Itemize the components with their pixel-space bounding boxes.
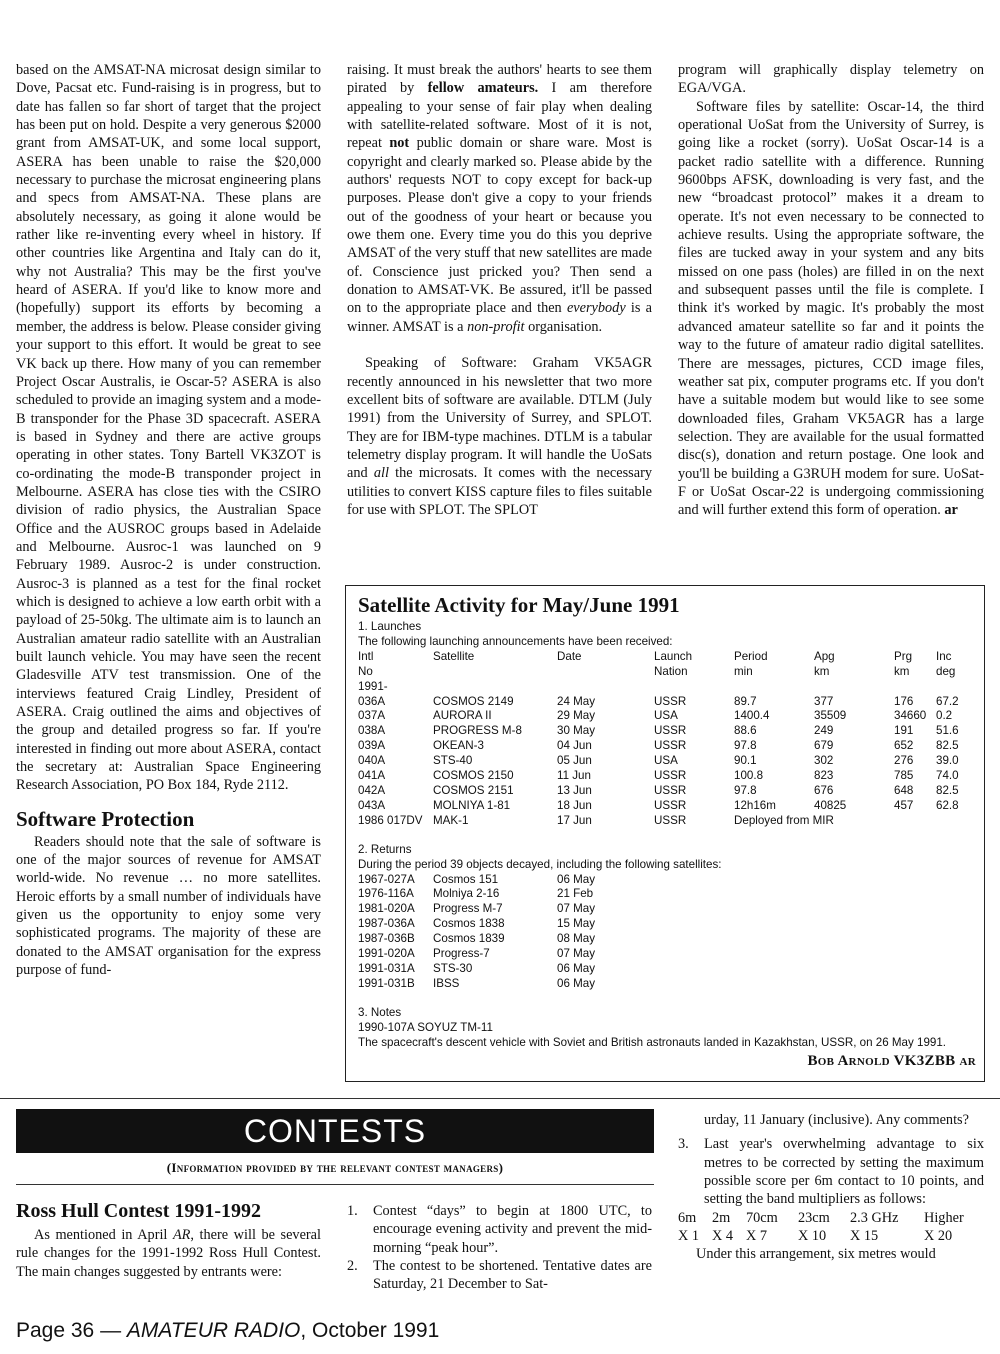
table-header-cell	[814, 650, 894, 680]
band-multiplier: X 15	[850, 1228, 879, 1245]
text-run: , there will be several rule changes for the 1991-1992 Ross Hull Contest. The main changes suggested by entrants were:	[16, 1227, 321, 1280]
emphasis-everybody: everybody	[566, 300, 626, 317]
table-cell: 652	[894, 739, 914, 753]
header-line-1: Prg	[894, 649, 913, 663]
table-cell: COSMOS 2150	[433, 769, 514, 783]
header-line-2: deg	[936, 664, 956, 678]
table-cell: 1981-020A	[358, 902, 415, 916]
table-cell: 34660	[894, 709, 927, 723]
table-cell: 07 May	[557, 902, 596, 916]
table-cell: USA	[654, 754, 678, 768]
table-header-cell	[654, 650, 734, 680]
emphasis-fellow-amateurs: fellow amateurs.	[427, 80, 539, 97]
table-cell: 648	[894, 783, 914, 797]
header-line-1: Satellite	[433, 649, 475, 663]
band-name: 2.3 GHz	[850, 1209, 899, 1226]
table-cell: 04 Jun	[557, 739, 592, 753]
section-divider	[0, 1098, 1000, 1099]
table-cell: 1987-036A	[358, 917, 415, 931]
header-line-1: Intl	[358, 649, 374, 663]
table-cell: 377	[814, 694, 834, 708]
table-cell: 18 Jun	[557, 798, 592, 812]
band-multipliers-row	[678, 1227, 984, 1245]
table-cell: STS-30	[433, 961, 473, 975]
header-line-2: min	[734, 664, 753, 678]
emphasis-non-profit: non-profit	[467, 318, 525, 335]
table-cell: 07 May	[557, 947, 596, 961]
text-run: public domain or share ware. Most is copyright and clearly marked so. Please abide by the authors' requests NOT to copy except for back-up purposes. Please don't give a copy to your friends out of the goodness of your heart or because you owe them one. Every time you do this you deprive AMSAT of the very stuff that new satellites are made of. Conscience just pricked you? Then send a donation to AMSAT-VK. Be assured, it'll be passed on to the appropriate place and then	[347, 135, 652, 317]
header-line-1: Period	[734, 649, 768, 663]
article-column-2	[347, 61, 652, 519]
software-protection-paragraph: Readers should note that the sale of software is one of the major sources of revenue for AMSAT world-wide. No revenue … no more satellites. Heroic efforts by a small number of individuals have given us the opportunity to enjoy some very sophisticated programs. The majority of these are donated to the AMSAT organisation for the express purpose of fund-	[16, 833, 321, 979]
table-cell: OKEAN-3	[433, 739, 484, 753]
table-cell: 05 Jun	[557, 754, 592, 768]
table-cell: USSR	[654, 694, 687, 708]
table-cell: 042A	[358, 783, 386, 797]
table-cell: USSR	[654, 724, 687, 738]
table-header-cell	[936, 650, 976, 680]
table-cell: 62.8	[936, 798, 959, 812]
table-cell: Cosmos 1838	[433, 917, 505, 931]
table-header-cell	[734, 650, 814, 680]
emphasis-all: all	[373, 465, 389, 482]
header-line-1: Date	[557, 649, 582, 663]
table-cell: USA	[654, 709, 678, 723]
table-cell: 1991-020A	[358, 947, 415, 961]
issue-date: , October 1991	[300, 1319, 440, 1342]
notes-section-label: 3. Notes	[358, 1005, 402, 1019]
table-cell: 676	[814, 783, 834, 797]
text-run: Software files by satellite: Oscar-14, the third operational UoSat from the University of Surrey, is going like a rocket (sorry). UoSat Oscar-14 is a packet radio satellite with a difference. Running 9600bps AFSK, downloading is very fast, and the new “broadcast protocol” makes it a dream to operate. It's not even necessary to be connected to achieve results. Using the appropriate software, the files are tucked away in your system and any bits missed on one pass (holes) are filled in on the next and subsequent passes until the file is complete. I think it's worked by magic. It's probably the most advanced amateur satellite so far and it points the way to the future of amateur radio digital satellites. There are messages, pictures, CCD image files, weather sat pix, computer programs etc. If you don't have a suitable modem but would like to see some downloaded files, Graham VK5AGR has a large selection. They are available for the usual formatted disc(s), donation and return postage. One look and you'll be building a G3RUH modem for sure. UoSat-F or UoSat Oscar-22 is undergoing commissioning and will further extend this form of operation.	[678, 98, 984, 519]
band-name: 70cm	[746, 1209, 778, 1226]
page-footer	[16, 1318, 439, 1344]
table-cell: 11 Jun	[557, 769, 591, 783]
table-cell: USSR	[654, 798, 687, 812]
piracy-paragraph	[347, 61, 652, 336]
returns-table	[358, 873, 976, 992]
table-cell: USSR	[654, 783, 687, 797]
table-cell: 21 Feb	[557, 887, 594, 901]
table-cell: 13 Jun	[557, 783, 592, 797]
table-cell: 249	[814, 724, 834, 738]
table-cell: 0.2	[936, 709, 953, 723]
table-cell: 97.8	[734, 739, 757, 753]
table-cell: Deployed from MIR	[734, 813, 834, 827]
contest-column-2	[347, 1202, 652, 1294]
end-mark: ar	[944, 502, 958, 519]
table-cell: 06 May	[557, 976, 596, 990]
article-column-3	[678, 61, 984, 520]
table-cell: Cosmos 151	[433, 872, 499, 886]
note-descent: The spacecraft's descent vehicle with Soviet and British astronauts landed in Kazakhstan, USSR, on 26 May 1991.	[358, 1035, 947, 1049]
emphasis-not: not	[389, 135, 410, 152]
table-cell: 040A	[358, 754, 386, 768]
ross-hull-heading: Ross Hull Contest 1991-1992	[16, 1200, 262, 1222]
table-cell: Molniya 2-16	[433, 887, 500, 901]
software-protection-heading: Software Protection	[16, 806, 195, 831]
table-cell: 1976-116A	[358, 887, 414, 901]
table-cell: 1991-031B	[358, 976, 415, 990]
table-cell: 67.2	[936, 694, 959, 708]
returns-section-label: 2. Returns	[358, 842, 412, 856]
band-names-row	[678, 1209, 984, 1227]
table-cell: 1987-036B	[358, 932, 415, 946]
table-cell: 191	[894, 724, 914, 738]
table-cell: USSR	[654, 739, 687, 753]
header-line-2: No	[358, 664, 373, 678]
table-header-cell	[894, 650, 936, 680]
table-cell: Progress-7	[433, 947, 490, 961]
band-name: 2m	[712, 1209, 731, 1226]
emphasis-ar: AR	[172, 1227, 191, 1243]
list-text: The contest to be shortened. Tentative dates are Saturday, 21 December to Sat-	[373, 1258, 652, 1293]
table-cell: 036A	[358, 694, 386, 708]
header-line-2: km	[894, 664, 910, 678]
table-cell: 038A	[358, 724, 386, 738]
table-cell: 041A	[358, 769, 386, 783]
list-text: Last year's overwhelming advantage to six metres to be corrected by setting the maximum possible score per 6m contact to 10 points, and setting the band multipliers as follows:	[704, 1136, 984, 1208]
launch-year-label: 1991-	[358, 679, 388, 693]
satellite-activity-title: Satellite Activity for May/June 1991	[358, 593, 680, 617]
table-cell: 88.6	[734, 724, 757, 738]
contest-column-1	[16, 1226, 321, 1281]
contests-banner: CONTESTS	[16, 1109, 654, 1153]
band-multiplier: X 10	[798, 1228, 827, 1245]
table-cell: 039A	[358, 739, 386, 753]
band-multiplier: X 4	[712, 1228, 734, 1245]
rule-change-list	[347, 1202, 652, 1294]
table-cell: 82.5	[936, 783, 959, 797]
table-cell: 06 May	[557, 961, 596, 975]
table-cell: 35509	[814, 709, 847, 723]
table-cell: PROGRESS M-8	[433, 724, 522, 738]
list-number: 2.	[347, 1258, 358, 1275]
text-run: organisation.	[524, 318, 603, 335]
table-cell: 89.7	[734, 694, 757, 708]
table-cell: 74.0	[936, 769, 959, 783]
table-cell: 823	[814, 769, 834, 783]
band-multiplier: X 7	[746, 1228, 768, 1245]
table-cell: 100.8	[734, 769, 764, 783]
launches-intro: The following launching announcements have been received:	[358, 634, 673, 648]
list-item	[347, 1257, 652, 1294]
list-item	[347, 1202, 652, 1257]
contest-column-3	[678, 1111, 984, 1264]
returns-intro: During the period 39 objects decayed, including the following satellites:	[358, 857, 722, 871]
table-cell: 1991-031A	[358, 961, 415, 975]
table-cell: Cosmos 1839	[433, 932, 505, 946]
table-cell: 51.6	[936, 724, 959, 738]
text-run: I am therefore appealing to your sense of fair play when dealing with satellite-related software. Most of it is not, repeat	[347, 80, 652, 152]
table-cell: 679	[814, 739, 834, 753]
launches-table	[358, 695, 976, 814]
splot-paragraph: program will graphically display telemetry on EGA/VGA.	[678, 62, 984, 97]
launch-row-mak1	[358, 814, 976, 829]
author-signature: Bob Arnold VK3ZBB ar	[807, 1053, 976, 1070]
band-multiplier: X 1	[678, 1228, 700, 1245]
table-cell: 12h16m	[734, 798, 776, 812]
table-cell: STS-40	[433, 754, 473, 768]
header-line-2: Nation	[654, 664, 688, 678]
table-cell: 1986 017DV	[358, 813, 423, 827]
note-soyuz: 1990-107A SOYUZ TM-11	[358, 1020, 493, 1034]
asera-paragraph: based on the AMSAT-NA microsat design similar to Dove, Pacsat etc. Fund-raising is in progress, but to date has fallen so far short of target that the project has been put on hold. Despite a very generous $2000 grant from AMSAT-UK, and some local support, ASERA has been unable to raise the $20,000 necessary to purchase the microsat engineering plans and specs from AMSAT-NA. These plans are absolutely necessary, as going it alone would be rather like re-inventing every wheel in history. If other countries like Argentina and Italy can do it, why not Australia? This may be the first you've heard of ASERA. If you'd like to know more and (hopefully) support its efforts by becoming a member, the address is below. Please consider giving your support to this effort. It would be great to see VK back up there. How many of you can remember Project Oscar Australis, ie Oscar-5? ASERA is also scheduled to provide an imaging system and a mode-B transponder for the Phase 3D spacecraft. ASERA is based in Sydney and there are active groups operating in other states. Tony Bartell VK3ZOT is co-ordinating the mode-B transponder project in Melbourne. ASERA has close ties with the CSIRO division of radio physics, the Australian Space Office and the AUSROC groups based in Adelaide and Melbourne. Ausroc-1 was launched on 9 February 1989. Ausroc-2 is under construction. Ausroc-3 is planned as a test for the final rocket which is designed to achieve a low earth orbit with a payload of 25-50kg. The ultimate aim is to launch an Australian amateur radio satellite with an Australian built launch vehicle. You may have seen the recent Gladesville ATV test transmission. One of the interviews featured Craig Lindley, President of ASERA. Craig outlined the aims and objectives of the group and detailed progress so far. If you're interested in finding out more about ASERA, contact the secretary at: Australian Space Engineering Research Association, PO Box 184, Ryde 2112.	[16, 62, 321, 794]
table-cell: USSR	[654, 769, 687, 783]
arrangement-paragraph: Under this arrangement, six metres would	[696, 1246, 936, 1263]
band-name: 6m	[678, 1209, 697, 1226]
list-number: 1.	[347, 1203, 358, 1219]
table-cell: 15 May	[557, 917, 596, 931]
header-line-1: Apg	[814, 649, 835, 663]
table-cell: 90.1	[734, 754, 757, 768]
launches-table-header	[358, 650, 976, 680]
article-column-1	[16, 61, 321, 980]
table-cell: 17 Jun	[557, 813, 592, 827]
rule-change-list-continued	[678, 1135, 984, 1208]
launches-section-label: 1. Launches	[358, 620, 422, 633]
table-cell: MOLNIYA 1-81	[433, 798, 511, 812]
table-cell: 457	[894, 798, 914, 812]
header-line-1: Inc	[936, 649, 952, 663]
table-cell: COSMOS 2151	[433, 783, 514, 797]
table-cell: USSR	[654, 813, 687, 827]
table-cell: 30 May	[557, 724, 596, 738]
rule-2-continued: urday, 11 January (inclusive). Any comments?	[704, 1112, 969, 1128]
table-cell: 39.0	[936, 754, 959, 768]
satellite-activity-box	[345, 585, 985, 1082]
table-cell: 043A	[358, 798, 386, 812]
table-header-cell	[358, 650, 433, 680]
table-cell: 276	[894, 754, 914, 768]
table-cell: 82.5	[936, 739, 959, 753]
oscar14-paragraph	[678, 98, 984, 520]
text-run: the microsats. It comes with the necessary utilities to convert KISS capture files to files suitable for use with SPLOT. The SPLOT	[347, 465, 652, 518]
table-cell: COSMOS 2149	[433, 694, 514, 708]
table-cell: 40825	[814, 798, 847, 812]
band-name: Higher	[924, 1209, 964, 1226]
table-cell: 037A	[358, 709, 386, 723]
text-run: is a winner. AMSAT is a	[347, 300, 653, 335]
header-line-2: km	[814, 664, 830, 678]
band-name: 23cm	[798, 1209, 830, 1226]
list-number: 3.	[678, 1136, 689, 1153]
table-cell: 302	[814, 754, 834, 768]
table-cell: 785	[894, 769, 914, 783]
table-cell: Progress M-7	[433, 902, 503, 916]
contests-subtitle: (Information provided by the relevant contest managers)	[16, 1158, 654, 1185]
table-header-cell	[433, 650, 557, 680]
table-cell: IBSS	[433, 976, 460, 990]
list-text: Contest “days” to begin at 1800 UTC, to encourage evening activity and prevent the mid-morning “peak hour”.	[373, 1203, 652, 1256]
table-cell: AURORA II	[433, 709, 492, 723]
text-run: raising. It must break the authors' hearts to see them pirated by	[347, 62, 652, 97]
list-item	[678, 1135, 984, 1208]
ross-hull-intro	[16, 1226, 321, 1281]
text-run: Speaking of Software: Graham VK5AGR recently announced in his newsletter that two more excellent bits of software are available. DTLM (July 1991) from the University of Surrey, and SPLOT. They are for IBM-type machines. DTLM is a tabular telemetry display program. It will handle the UoSats and	[347, 355, 652, 482]
magazine-name: AMATEUR RADIO	[126, 1319, 301, 1342]
table-cell: 29 May	[557, 709, 596, 723]
table-header-cell	[557, 650, 654, 680]
header-line-1: Launch	[654, 649, 693, 663]
text-run: As mentioned in April	[34, 1227, 173, 1243]
table-cell: 1400.4	[734, 709, 770, 723]
table-cell: 06 May	[557, 872, 596, 886]
page-number: Page 36 —	[16, 1319, 127, 1342]
table-cell: 1967-027A	[358, 872, 415, 886]
table-cell: 176	[894, 694, 914, 708]
table-cell: MAK-1	[433, 813, 469, 827]
band-multiplier: X 20	[924, 1228, 953, 1245]
software-news-paragraph	[347, 354, 652, 519]
table-cell: 97.8	[734, 783, 757, 797]
table-cell: 24 May	[557, 694, 596, 708]
table-cell: 08 May	[557, 932, 596, 946]
